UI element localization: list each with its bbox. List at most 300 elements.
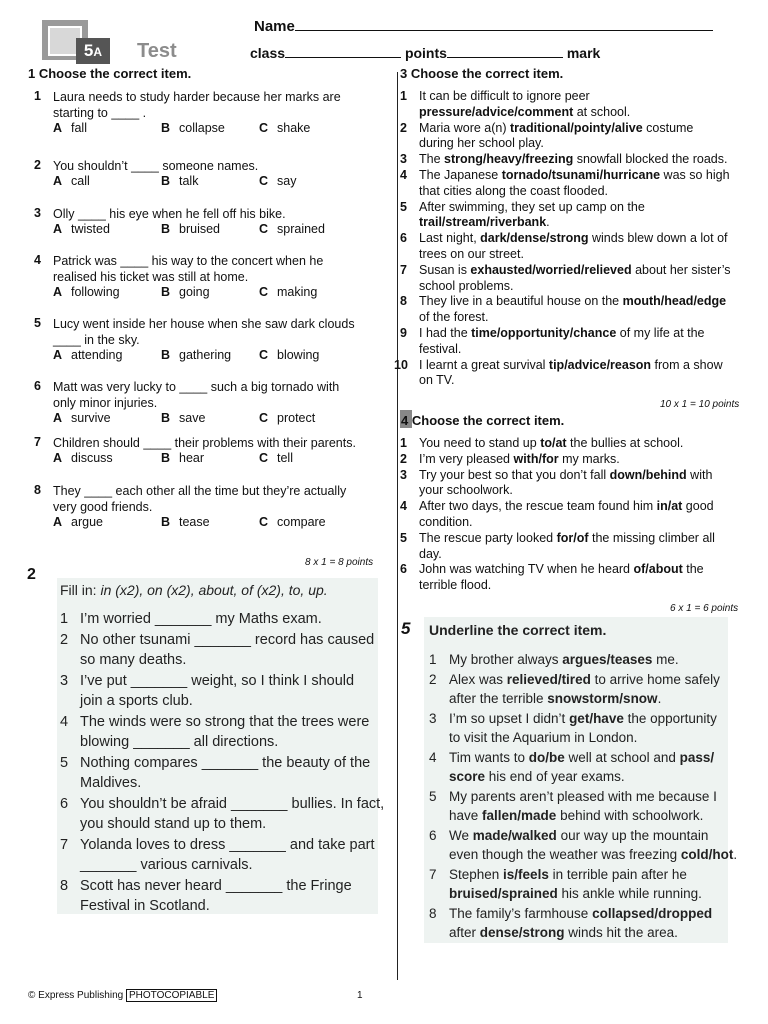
page-number: 1 [357, 990, 363, 1001]
item-text [419, 89, 754, 121]
question-line: Olly ____ his eye when he fell off his bike. [53, 207, 286, 221]
item-line [419, 436, 754, 452]
fill-in-line [60, 814, 375, 835]
item-text: I’m worried _______ my Maths exam. [80, 611, 322, 627]
choice-item [394, 468, 754, 500]
points-label: points [404, 45, 447, 61]
item-number: 4 [400, 167, 407, 182]
option-letter: A [53, 222, 63, 236]
item-line [419, 105, 754, 121]
section2-lines [60, 609, 385, 917]
answer-options: pressure/advice/comment [419, 104, 574, 119]
answer-options: tornado/tsunami/hurricane [501, 167, 661, 182]
fill-in-line [60, 855, 375, 876]
text-fragment: Maria wore a(n) [419, 120, 510, 135]
question-number: 6 [34, 379, 41, 393]
item-line [419, 468, 754, 484]
option-text: going [179, 285, 210, 299]
unit-logo [76, 38, 110, 64]
text-fragment: The rescue party looked [419, 530, 557, 545]
item-number: 2 [429, 671, 437, 687]
item-text [449, 826, 708, 846]
item-text: You shouldn’t be afraid _______ bullies. In fact, [80, 795, 385, 812]
item-number: 3 [60, 672, 69, 689]
fill-in-line [60, 691, 375, 712]
underline-line [429, 689, 727, 709]
section3-items [394, 89, 754, 389]
item-number: 7 [60, 836, 69, 853]
points-blank [447, 45, 563, 58]
text-fragment: even though the weather was freezing [449, 847, 681, 862]
text-fragment: The family’s farmhouse [449, 905, 593, 921]
question-text [53, 253, 323, 285]
item-text [449, 728, 637, 748]
item-number: 5 [60, 754, 69, 771]
text-fragment: Stephen [449, 866, 504, 882]
option-text: attending [71, 348, 123, 362]
fill-in-line [60, 773, 375, 794]
item-text: Festival in Scotland. [80, 898, 210, 914]
item-number: 7 [429, 866, 437, 882]
answer-options: with/for [513, 451, 559, 466]
text-fragment: about her sister’s [631, 262, 731, 277]
text-fragment: The Japanese [419, 167, 502, 182]
choice-item [394, 358, 754, 390]
question-line: Children should ____ their problems with their parents. [53, 436, 356, 450]
option-text: save [179, 411, 206, 425]
item-text: No other tsunami _______ record has caused [80, 631, 375, 648]
item-text [419, 358, 754, 390]
item-text [449, 767, 625, 787]
option-c [259, 285, 318, 299]
section5-lines [429, 650, 738, 943]
item-text [419, 294, 754, 326]
text-fragment: . [733, 847, 738, 862]
answer-options: relieved/tired [506, 671, 591, 687]
answer-options: for/of [556, 530, 589, 545]
item-line [419, 89, 754, 105]
item-text: Maldives. [80, 775, 142, 791]
option-a [53, 451, 113, 465]
item-text [419, 263, 754, 295]
option-text: shake [277, 121, 311, 135]
item-line [419, 310, 754, 326]
text-fragment: of the forest. [419, 310, 489, 325]
underline-line [429, 670, 727, 690]
item-text [449, 689, 661, 709]
text-fragment: the opportunity [623, 710, 717, 726]
choice-item [394, 562, 754, 594]
option-letter: A [53, 451, 63, 465]
item-text [449, 884, 702, 904]
fill-in-line [60, 732, 375, 753]
text-fragment: have [449, 808, 483, 823]
text-fragment: of my life at the [616, 325, 705, 340]
answer-options: fallen/made [482, 808, 557, 823]
option-c [259, 121, 311, 135]
item-text: you should stand up to them. [80, 816, 267, 832]
item-line [419, 121, 754, 137]
option-b [161, 451, 205, 465]
option-letter: B [161, 285, 171, 299]
section2-number: 2 [27, 566, 36, 583]
answer-options: pass/ [679, 749, 715, 765]
text-fragment: school problems. [419, 278, 514, 293]
item-line [419, 279, 754, 295]
item-number: 8 [429, 905, 437, 921]
text-fragment: your schoolwork. [419, 483, 513, 498]
item-number: 1 [400, 89, 407, 103]
option-letter: C [259, 121, 269, 135]
choice-item [394, 89, 754, 121]
answer-options: is/feels [503, 866, 549, 882]
option-c [259, 222, 325, 236]
item-text [419, 468, 754, 500]
answer-options: dense/strong [479, 925, 565, 940]
unit-number: 5 [83, 41, 94, 60]
text-fragment: our way up the mountain [556, 827, 709, 843]
answer-options: made/walked [472, 827, 557, 843]
text-fragment: terrible flood. [419, 578, 492, 593]
question-line: starting to ____ . [53, 106, 147, 120]
option-text: call [71, 174, 90, 188]
section4-number: 4 [401, 413, 409, 428]
text-fragment: My parents aren’t pleased with me because I [449, 788, 717, 804]
option-text: discuss [71, 451, 113, 465]
option-b [161, 174, 199, 188]
option-letter: C [259, 515, 269, 529]
item-number: 10 [394, 357, 408, 372]
item-text [449, 787, 717, 807]
class-blank [285, 45, 401, 58]
option-a [53, 348, 123, 362]
choice-item [394, 531, 754, 563]
text-fragment: You need to stand up [419, 436, 541, 450]
underline-line [429, 826, 727, 846]
item-line [419, 294, 754, 310]
item-text: Nothing compares _______ the beauty of the [80, 754, 371, 771]
section2-instruction [60, 580, 328, 601]
text-fragment: We [449, 827, 473, 843]
option-letter: B [161, 451, 171, 465]
item-number: 2 [400, 120, 407, 135]
item-line [419, 452, 754, 468]
fill-in-line [60, 876, 375, 897]
choice-item [394, 294, 754, 326]
class-points-mark-row [250, 45, 600, 61]
question-line: Matt was very lucky to ____ such a big tornado with [53, 380, 340, 394]
item-number: 1 [60, 611, 69, 627]
text-fragment: snowfall blocked the roads. [573, 152, 728, 167]
text-fragment: me. [652, 652, 679, 667]
question-text [53, 316, 355, 348]
text-fragment: well at school and [564, 749, 680, 765]
section3-title: 3 Choose the correct item. [400, 66, 564, 81]
answer-options: cold/hot [680, 847, 734, 862]
question-text [53, 158, 258, 174]
copyright-text: © Express Publishing [28, 990, 124, 1001]
name-label: Name [254, 18, 295, 35]
option-letter: C [259, 411, 269, 425]
item-text: _______ various carnivals. [80, 857, 253, 873]
fill-in-line [60, 630, 375, 651]
item-text: The winds were so strong that the trees were [80, 713, 370, 730]
answer-options: in/at [656, 499, 683, 514]
question-text [53, 483, 346, 515]
fill-in-label: Fill in: [60, 582, 97, 598]
section1-title: 1 Choose the correct item. [28, 66, 192, 81]
item-line [419, 168, 754, 184]
option-text: survive [71, 411, 111, 425]
option-letter: B [161, 348, 171, 362]
option-c [259, 411, 316, 425]
choice-item [394, 200, 754, 232]
option-text: sprained [277, 222, 325, 236]
option-text: blowing [277, 348, 320, 362]
section5-title: Underline the correct item. [429, 622, 607, 638]
fill-in-words: in (x2), on (x2), about, of (x2), to, up. [100, 582, 328, 598]
question-text [53, 379, 339, 411]
option-text: tease [179, 515, 210, 529]
answer-options: tip/advice/reason [548, 357, 652, 372]
item-text [419, 200, 754, 232]
section1-points: 8 x 1 = 8 points [305, 557, 374, 568]
item-number: 6 [429, 827, 437, 843]
option-c [259, 348, 320, 362]
item-text [449, 865, 687, 885]
answer-options: bruised/sprained [449, 886, 558, 901]
item-line [419, 531, 754, 547]
fill-in-line [60, 712, 375, 733]
item-text [419, 168, 754, 200]
option-a [53, 121, 87, 135]
item-text [419, 562, 754, 594]
item-line [419, 499, 754, 515]
photocopiable-badge: PHOTOCOPIABLE [126, 989, 217, 1002]
item-text: Yolanda loves to dress _______ and take part [80, 836, 375, 853]
underline-line [429, 709, 727, 729]
item-text: Scott has never heard _______ the Fringe [80, 877, 352, 894]
name-field [254, 18, 713, 35]
option-b [161, 121, 225, 135]
item-text [419, 531, 754, 563]
option-text: tell [277, 451, 293, 465]
option-a [53, 174, 90, 188]
class-label: class [250, 45, 286, 61]
question-text [53, 89, 341, 121]
answer-options: trail/stream/riverbank [419, 215, 547, 230]
test-label: Test [137, 40, 177, 62]
text-fragment: I’m so upset I didn’t [449, 710, 570, 726]
option-text: protect [277, 411, 316, 425]
item-number: 8 [400, 294, 407, 309]
fill-in-line [60, 609, 375, 630]
mark-label: mark [566, 45, 601, 61]
unit-letter: A [93, 45, 103, 59]
item-line [419, 358, 754, 374]
item-number: 7 [400, 262, 407, 277]
answer-options: collapsed/dropped [592, 905, 713, 921]
item-text: blowing _______ all directions. [80, 734, 279, 750]
section4-items [394, 436, 754, 594]
item-number: 3 [429, 710, 437, 726]
item-text [449, 904, 712, 924]
text-fragment: to visit the Aquarium in London. [449, 730, 638, 745]
text-fragment: winds hit the area. [564, 925, 678, 940]
answer-options: time/opportunity/chance [471, 325, 617, 340]
item-number: 2 [400, 451, 407, 466]
question-number: 1 [34, 89, 41, 103]
answer-options: do/be [528, 749, 565, 765]
option-c [259, 515, 326, 529]
choice-item [394, 168, 754, 200]
item-number: 6 [400, 562, 407, 577]
text-fragment: I’m very pleased [419, 451, 514, 466]
item-number: 5 [429, 788, 437, 804]
text-fragment: condition. [419, 514, 473, 529]
text-fragment: behind with schoolwork. [556, 808, 704, 823]
item-text [419, 121, 754, 153]
choice-item [394, 436, 754, 452]
answer-options: traditional/pointy/alive [510, 120, 643, 135]
text-fragment: his end of year exams. [485, 769, 625, 784]
answer-options: mouth/head/edge [622, 294, 727, 309]
option-letter: A [53, 348, 63, 362]
underline-line [429, 845, 738, 865]
option-text: twisted [71, 222, 110, 236]
choice-item [394, 152, 754, 168]
name-blank [295, 18, 713, 31]
underline-line [429, 904, 727, 924]
answer-options: to/at [540, 436, 567, 450]
text-fragment: on TV. [419, 373, 455, 388]
text-fragment: that cities along the coast flooded. [419, 183, 609, 198]
fill-in-line [60, 671, 375, 692]
text-fragment: the bullies at school. [566, 436, 684, 450]
question-line: You shouldn’t ____ someone names. [53, 159, 259, 173]
question-line: Lucy went inside her house when she saw dark clouds [53, 317, 355, 331]
text-fragment: I learnt a great survival [419, 357, 549, 372]
item-number: 9 [400, 325, 407, 340]
option-a [53, 285, 120, 299]
underline-line [429, 865, 727, 885]
item-number: 3 [400, 152, 407, 167]
option-letter: B [161, 174, 171, 188]
item-line [419, 483, 754, 499]
choice-item [394, 263, 754, 295]
text-fragment: his ankle while running. [557, 886, 702, 901]
item-number: 4 [400, 499, 407, 514]
text-fragment: After two days, the rescue team found him [419, 499, 657, 514]
item-number: 8 [60, 877, 69, 894]
item-line [419, 326, 754, 342]
question-number: 2 [34, 158, 41, 172]
option-letter: C [259, 285, 269, 299]
section4-heading [401, 413, 564, 428]
choice-item [394, 326, 754, 358]
option-text: compare [277, 515, 326, 529]
text-fragment: John was watching TV when he heard [419, 562, 634, 577]
item-text [449, 923, 678, 943]
text-fragment: at school. [573, 104, 631, 119]
text-fragment: Tim wants to [449, 749, 529, 765]
question-number: 7 [34, 435, 41, 449]
option-letter: B [161, 121, 171, 135]
answer-options: dark/dense/strong [480, 231, 589, 246]
text-fragment: day. [419, 546, 442, 561]
item-number: 4 [60, 713, 69, 730]
item-text [419, 452, 754, 468]
option-a [53, 411, 111, 425]
item-text [419, 152, 754, 168]
item-number: 5 [400, 199, 407, 214]
underline-line [429, 748, 727, 768]
text-fragment: after the terrible [449, 691, 548, 706]
choice-item [394, 452, 754, 468]
underline-line [429, 806, 727, 826]
item-text [449, 845, 737, 865]
footer [28, 990, 217, 1001]
item-line [419, 515, 754, 531]
option-a [53, 515, 103, 529]
item-text [449, 806, 703, 826]
option-c [259, 451, 293, 465]
option-letter: C [259, 348, 269, 362]
option-letter: A [53, 121, 63, 135]
item-text [419, 231, 754, 263]
text-fragment: The [419, 152, 445, 167]
fill-in-line [60, 896, 375, 917]
question-number: 5 [34, 316, 41, 330]
text-fragment: After swimming, they set up camp on the [419, 199, 645, 214]
choice-item [394, 499, 754, 531]
question-text [53, 206, 286, 222]
choice-item [394, 231, 754, 263]
fill-in-line [60, 650, 375, 671]
option-c [259, 174, 297, 188]
text-fragment: winds blew down a lot of [588, 231, 728, 246]
item-line [419, 247, 754, 263]
answer-options: snowstorm/snow [547, 691, 658, 706]
underline-line [429, 884, 727, 904]
item-text: I’ve put _______ weight, so I think I should [80, 672, 355, 689]
text-fragment: festival. [419, 341, 462, 356]
question-number: 8 [34, 483, 41, 497]
item-number: 1 [400, 436, 407, 450]
answer-options: get/have [569, 710, 624, 726]
option-letter: B [161, 515, 171, 529]
option-text: bruised [179, 222, 220, 236]
item-line [419, 562, 754, 578]
option-text: argue [71, 515, 103, 529]
item-line [419, 152, 754, 168]
answer-options: argues/teases [562, 652, 653, 667]
fill-in-line [60, 794, 385, 815]
item-text: so many deaths. [80, 652, 187, 668]
option-b [161, 348, 232, 362]
option-text: making [277, 285, 318, 299]
item-number: 6 [60, 795, 69, 812]
text-fragment: my marks. [558, 451, 620, 466]
item-number: 4 [429, 749, 437, 765]
text-fragment: was so high [660, 167, 730, 182]
text-fragment: in terrible pain after he [548, 866, 687, 882]
option-letter: C [259, 451, 269, 465]
section4-points: 6 x 1 = 6 points [670, 603, 739, 614]
fill-in-line [60, 753, 375, 774]
answer-options: strong/heavy/freezing [444, 152, 574, 167]
section5-number: 5 [401, 619, 411, 638]
